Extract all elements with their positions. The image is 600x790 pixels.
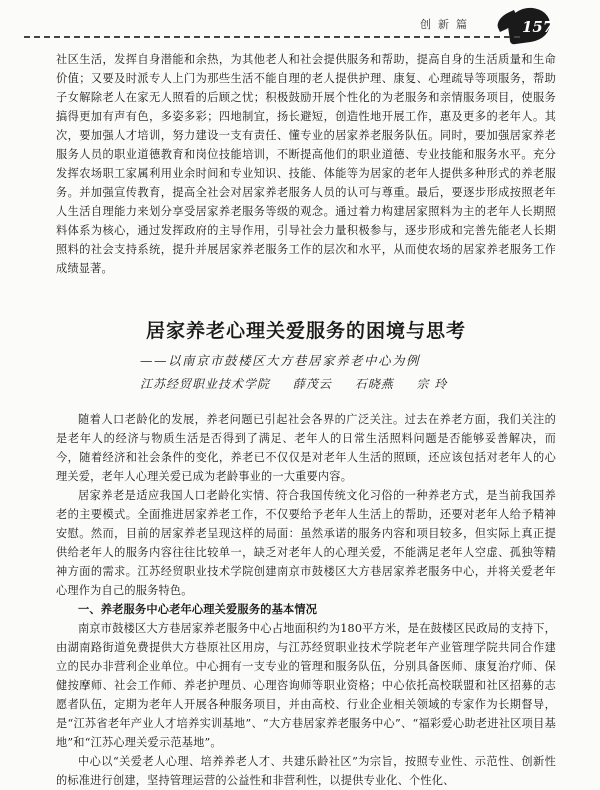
header-divider	[24, 36, 520, 38]
author-line	[140, 375, 465, 392]
page-number: 157	[522, 18, 554, 36]
section-heading: 一、养老服务中心老年心理关爱服务的基本情况	[78, 603, 318, 616]
body-paragraph: 居家养老是适应我国人口老龄化实情、符合我国传统文化习俗的一种养老方式，是当前我国养老的主要模式。全面推进居家养老工作，不仅要给予老年人生活上的帮助，还要对老年人给予精神安慰。然而，目前的居家养老呈现这样的局面：虽然承诺的服务内容和项目较多，但实际上真正提供给老年人的服务内容往往比较单一，缺乏对老年人的心理关爱，不能满足老年人空虚、孤独等精神方面的需求。江苏经贸职业技术学院创建南京市鼓楼区大方巷居家养老服务中心，并将关爱老年心理作为自己的服务特色。	[56, 489, 556, 597]
article-subtitle: ——以南京市鼓楼区大方巷居家养老中心为例	[140, 353, 421, 368]
author-name: 薛茂云	[292, 377, 332, 391]
section-label: 创新篇	[420, 18, 474, 31]
body-paragraph: 中心以“关爱老人心理、培养养老人才、共建乐龄社区”为宗旨，按照专业性、示范性、创新性的标准进行创建，坚持管理运营的公益性和非营利性，以提供专业化、个性化、	[56, 755, 556, 787]
article-body	[56, 410, 556, 790]
author-name: 石晓燕	[354, 377, 394, 391]
continuation-text: 社区生活，发挥自身潜能和余热，为其他老人和社会提供服务和帮助，提高自身的生活质量和生命价值；又要及时派专人上门为那些生活不能自理的老人提供护理、康复、心理疏导等项服务，帮助子女解除老人在家无人照看的后顾之忧；积极鼓励开展个性化的为老服务和亲情服务项目，使服务搞得更加有声有色，多姿多彩；四地制宜，扬长避短，创造性地开展工作，惠及更多的老年人。其次，要加强人才培训，努力建设一支有责任、懂专业的居家养老服务队伍。同时，要加强居家养老服务人员的职业道德教育和岗位技能培训，不断提高他们的职业道德、专业技能和服务水平。充分发挥农场职工家属利用业余时间和专业知识、技能、体能等为居家的老年人提供多种形式的养老服务。并加强宣传教育，提高全社会对居家养老服务人员的认可与尊重。最后，要逐步形成按照老年人生活自理能力来划分享受居家养老服务等级的观念。通过着力构建居家照料为主的老年人长期照料体系为核心，通过发挥政府的主导作用，引导社会力量积极参与，逐步形成和完善先能老人长期照料的社会支持系统，提升并展居家养老服务工作的层次和水平，从而使农场的居家养老服务工作成绩显著。	[56, 53, 556, 275]
body-paragraph: 南京市鼓楼区大方巷居家养老服务中心占地面积约为180平方米，是在鼓楼区民政局的支持下，由湖南路街道免费提供大方巷原社区用房，与江苏经贸职业技术学院老年产业管理学院共同合作建立的民办非营利企业单位。中心拥有一支专业的管理和服务队伍，分别具备医师、康复治疗师、保健按摩师、社会工作师、养老护理员、心理咨询师等职业资格；中心依托高校联盟和社区招募的志愿者队伍，定期为老年人开展各种服务项目，并由高校、行业企业相关领域的专家作为长期督导，是“江苏省老年产业人才培养实训基地”、“大方巷居家养老服务中心”、“福彩爱心助老进社区项目基地”和“江苏心理关爱示范基地”。	[56, 622, 556, 749]
body-paragraph: 随着人口老龄化的发展，养老问题已引起社会各界的广泛关注。过去在养老方面，我们关注的是老年人的经济与物质生活是否得到了满足、老年人的日常生活照料问题是否能够妥善解决，而今，随着经济和社会条件的变化，养老已不仅仅是对老年人生活的照顾，还应该包括对老年人的心理关爱，老年人心理关爱已成为老龄事业的一大重要内容。	[56, 413, 556, 483]
institution: 江苏经贸职业技术学院	[140, 377, 271, 391]
continuation-paragraph	[56, 50, 556, 278]
article-title: 居家养老心理关爱服务的困境与思考	[145, 320, 466, 342]
author-name: 宗 玲	[416, 377, 448, 391]
